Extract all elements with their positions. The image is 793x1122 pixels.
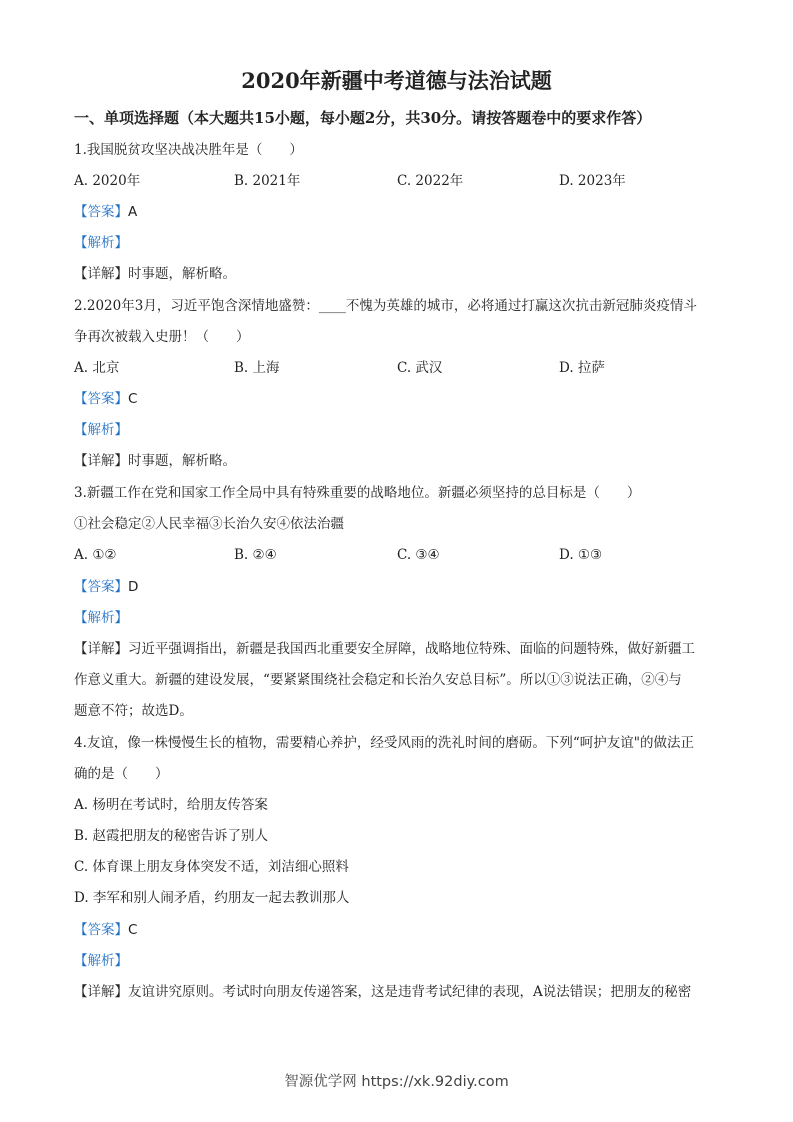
option-d: D. ①③ — [559, 547, 603, 563]
option-a: A. ①② — [74, 547, 117, 563]
detail-text: 时事题，解析略。 — [128, 266, 236, 282]
question-4-stem-line-2: 确的是（ ） — [74, 766, 169, 782]
detail-label: 【详解】 — [74, 266, 128, 282]
answer-value: C — [128, 922, 138, 938]
detail-label: 【详解】 — [74, 641, 128, 657]
question-2-stem-line-1: 2.2020年3月，习近平饱含深情地盛赞：____不愧为英雄的城市，必将通过打赢这次抗击新冠肺炎疫情斗 — [74, 298, 697, 314]
question-1-answer — [74, 203, 724, 221]
analysis-label: 【解析】 — [74, 235, 128, 251]
answer-label: 【答案】 — [74, 579, 128, 595]
answer-value: C — [128, 391, 138, 407]
question-3-detail-line-2: 作意义重大。新疆的建设发展，“要紧紧围绕社会稳定和长治久安总目标”。所以①③说法正确，②④与 — [74, 672, 682, 688]
question-1-detail — [74, 265, 724, 283]
question-4-option-d: D. 李军和别人闹矛盾，约朋友一起去教训那人 — [74, 890, 350, 906]
question-4-option-a: A. 杨明在考试时，给朋友传答案 — [74, 797, 268, 813]
question-3-stem: 3.新疆工作在党和国家工作全局中具有特殊重要的战略地位。新疆必须坚持的总目标是（ ） — [74, 485, 641, 501]
answer-label: 【答案】 — [74, 204, 128, 220]
question-3-analysis — [74, 609, 724, 627]
detail-text: 习近平强调指出，新疆是我国西北重要安全屏障，战略地位特殊、面临的问题特殊，做好新疆工 — [128, 641, 695, 657]
question-2-stem-line-2: 争再次被载入史册！（ ） — [74, 329, 250, 345]
analysis-label: 【解析】 — [74, 610, 128, 626]
footer-watermark: 智源优学网 https://xk.92diy.com — [284, 1074, 509, 1090]
analysis-label: 【解析】 — [74, 422, 128, 438]
option-a: A. 2020年 — [74, 173, 141, 189]
detail-text: 友谊讲究原则。考试时向朋友传递答案，这是违背考试纪律的表现，A说法错误；把朋友的秘密 — [128, 984, 692, 1000]
option-c: C. ③④ — [397, 547, 440, 563]
question-4-option-c: C. 体育课上朋友身体突发不适，刘洁细心照料 — [74, 859, 349, 875]
section-heading: 一、单项选择题（本大题共15小题，每小题2分，共30分。请按答题卷中的要求作答） — [74, 109, 652, 127]
option-c: C. 武汉 — [397, 360, 443, 376]
question-1-stem: 1.我国脱贫攻坚决战决胜年是（ ） — [74, 142, 303, 158]
answer-value: A — [128, 204, 138, 220]
option-b: B. 上海 — [234, 360, 280, 376]
detail-label: 【详解】 — [74, 453, 128, 469]
question-4-answer — [74, 921, 724, 939]
analysis-label: 【解析】 — [74, 953, 128, 969]
question-3-items: ①社会稳定②人民幸福③长治久安④依法治疆 — [74, 516, 344, 532]
option-a: A. 北京 — [74, 360, 120, 376]
question-2-detail — [74, 452, 724, 470]
option-c: C. 2022年 — [397, 173, 464, 189]
option-b: B. 2021年 — [234, 173, 301, 189]
question-1-analysis — [74, 234, 724, 252]
option-d: D. 2023年 — [559, 173, 626, 189]
detail-text: 时事题，解析略。 — [128, 453, 236, 469]
question-2-answer — [74, 390, 724, 408]
question-4-stem-line-1: 4.友谊，像一株慢慢生长的植物，需要精心养护，经受风雨的洗礼时间的磨砺。下列“呵护友谊"的做法正 — [74, 735, 694, 751]
question-2-analysis — [74, 421, 724, 439]
detail-label: 【详解】 — [74, 984, 128, 1000]
question-3-answer — [74, 578, 724, 596]
question-4-analysis — [74, 952, 724, 970]
question-4-detail-line-1 — [74, 983, 724, 1001]
answer-label: 【答案】 — [74, 391, 128, 407]
answer-value: D — [128, 579, 139, 595]
option-d: D. 拉萨 — [559, 360, 605, 376]
question-3-detail-line-3: 题意不符；故选D。 — [74, 703, 193, 719]
question-3-detail-line-1 — [74, 640, 724, 658]
question-4-option-b: B. 赵霞把朋友的秘密告诉了别人 — [74, 828, 269, 844]
answer-label: 【答案】 — [74, 922, 128, 938]
page-title: 2020年新疆中考道德与法治试题 — [241, 68, 552, 93]
option-b: B. ②④ — [234, 547, 277, 563]
